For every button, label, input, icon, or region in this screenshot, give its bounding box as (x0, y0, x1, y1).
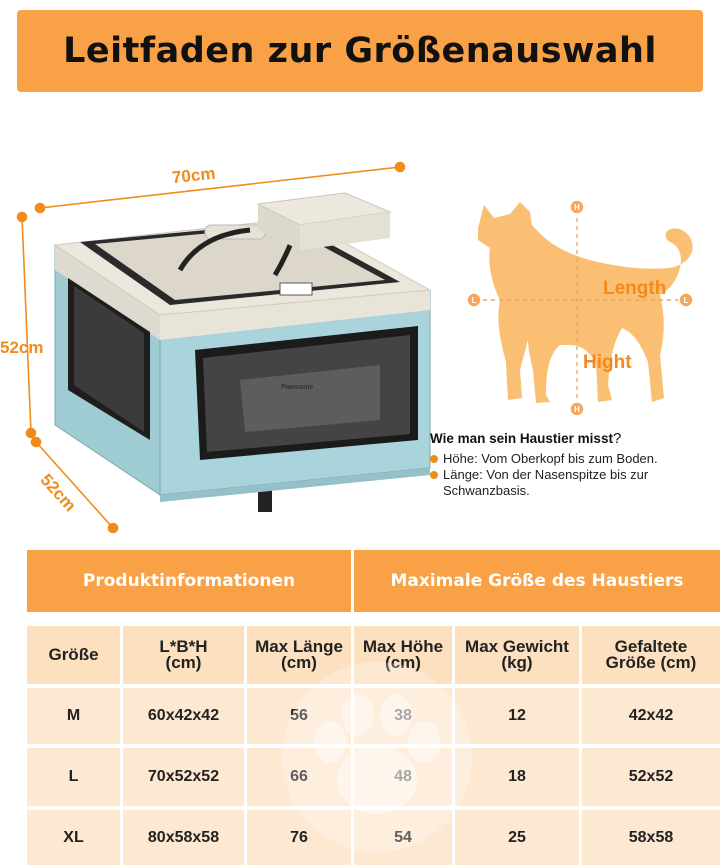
measure-title: Wie man sein Haustier misst? (430, 430, 622, 447)
table-cell: M (27, 688, 120, 744)
table-cell: 38 (354, 688, 452, 744)
carrier-length-label: 70cm (171, 163, 217, 188)
measure-instructions (430, 430, 720, 499)
table-cell: 18 (455, 748, 579, 806)
marker-h-bottom: H (574, 405, 580, 414)
table-cell: 66 (247, 748, 351, 806)
marker-l-left: L (471, 296, 477, 305)
length-end-right (396, 163, 405, 172)
table-cell: 48 (354, 748, 452, 806)
col-header-max-length: Max Länge (cm) (247, 626, 351, 684)
col-header-max-height: Max Höhe (cm) (354, 626, 452, 684)
table-cell: 52x52 (582, 748, 720, 806)
marker-h-top: H (574, 203, 580, 212)
page-title: Leitfaden zur Größenauswahl (63, 31, 657, 71)
pet-carrier (55, 193, 430, 512)
col-header-folded-size: Gefaltete Größe (cm) (582, 626, 720, 684)
table-cell: 60x42x42 (123, 688, 244, 744)
title-banner (17, 10, 703, 92)
marker-l-right: L (683, 296, 689, 305)
table-cell: 54 (354, 810, 452, 865)
table-cell: 42x42 (582, 688, 720, 744)
col-header-dimensions: L*B*H (cm) (123, 626, 244, 684)
col-header-size: Größe (27, 626, 120, 684)
brand-tag: Pawsome (281, 384, 314, 391)
table-cell: 76 (247, 810, 351, 865)
col-header-max-weight: Max Gewicht (kg) (455, 626, 579, 684)
size-table (27, 550, 720, 865)
table-cell: 12 (455, 688, 579, 744)
table-cell: L (27, 748, 120, 806)
dog-height-label: Hight (583, 352, 632, 373)
measure-item-height: Höhe: Vom Oberkopf bis zum Boden. (430, 451, 720, 467)
group-header-max-pet-size: Maximale Größe des Haustiers (354, 550, 720, 612)
table-cell: 70x52x52 (123, 748, 244, 806)
group-header-product-info: Produktinformationen (27, 550, 351, 612)
table-cell: 56 (247, 688, 351, 744)
height-dimension-line (22, 217, 31, 433)
group-header-row (27, 550, 720, 612)
table-cell: 80x58x58 (123, 810, 244, 865)
carrier-width-label: 52cm (36, 470, 80, 516)
length-end-left (36, 204, 45, 213)
measure-item-length: Länge: Von der Nasenspitze bis zur Schwanzbasis. (430, 467, 720, 499)
measure-list (430, 451, 720, 499)
table-cell: XL (27, 810, 120, 865)
table-cell: 58x58 (582, 810, 720, 865)
table-cell: 25 (455, 810, 579, 865)
carrier-height-label: 52cm (0, 338, 44, 357)
dog-length-label: Length (603, 278, 667, 299)
